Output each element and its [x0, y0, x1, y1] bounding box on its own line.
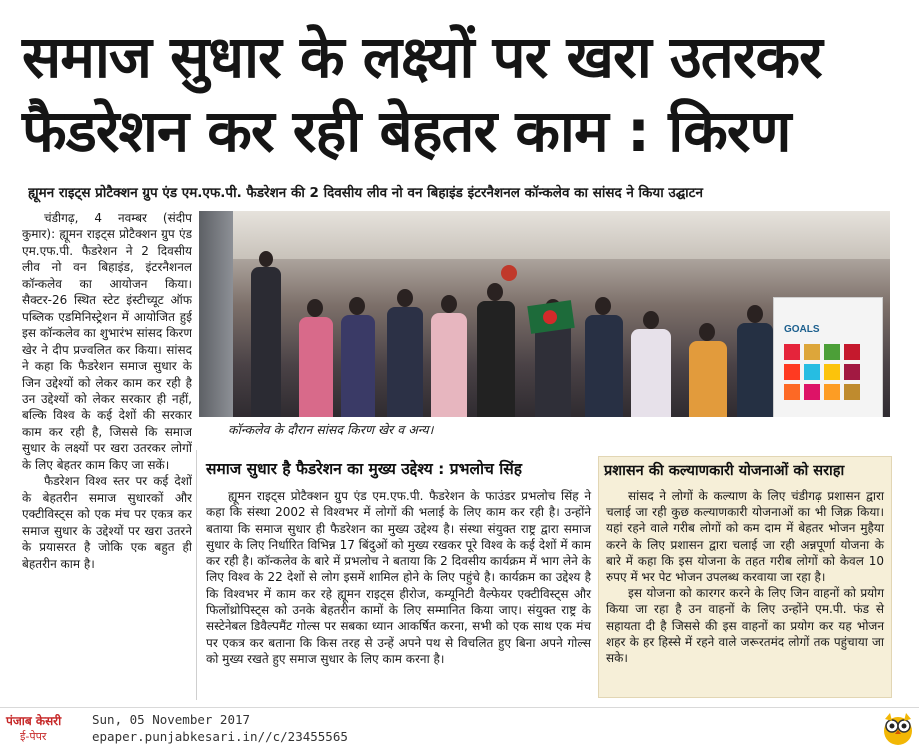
photo-pillar [199, 211, 233, 417]
box-paragraph-2: इस योजना को कारगर करने के लिए जिन वाहनों को प्रयोग किया जा रहा है उन वाहनों के लिए उन्होंने एम.पी. फंड से सहायता दी है जिससे की इस वाहनों का प्रयोग कर यह भोजन शहर के हर हिस्से में रहने वाले जरूरतमंद लोगों तक पहुंचाया जा सके। [606, 586, 884, 666]
sdg-tile [824, 344, 840, 360]
box-paragraph-1: सांसद ने लोगों के कल्याण के लिए चंडीगढ़ प्रशासन द्वारा चलाई जा रही कुछ कल्याणकारी योजनाओं का भी जिक्र किया। यहां रहने वाले गरीब लोगों को कम दाम में बेहतर भोजन मुहैया करने के लिए प्रशासन द्वारा चलाई जा रही अन्नपूर्णा योजना के बारे में कहा कि इस योजना के तहत गरीब लोगों को केवल 10 रुपए में भर पेट भोजन उपलब्ध करवाया जा रहा है। [606, 489, 884, 585]
sdg-tile [844, 384, 860, 400]
middle-section-heading: समाज सुधार है फैडरेशन का मुख्य उद्देश्य : प्रभलोच सिंह [206, 460, 522, 478]
person-body [387, 307, 423, 417]
sdg-board-title: GOALS [784, 324, 820, 335]
person-head [747, 305, 763, 323]
publish-date: Sun, 05 November 2017 [92, 712, 251, 727]
person-head [259, 251, 273, 267]
person-head [397, 289, 413, 307]
person-body [585, 315, 623, 417]
sdg-tile [784, 384, 800, 400]
person-head [643, 311, 659, 329]
left-column-paragraph-1: चंडीगढ़, 4 नवम्बर (संदीप कुमार): ह्यूमन राइट्स प्रोटैक्शन ग्रुप एंड एम.एफ.पी. फैडरेशन ने 2 दिवसीय लीव नो वन बिहाइंड, इंटरनैशनल कॉन्कलेव का आयोजन किया। सैक्टर-26 स्थित स्टेट इंस्टीच्यूट ऑफ पब्लिक एडमिनिस्ट्रेशन में आयोजित हुई इस कॉन्कलेव का शुभारंभ सांसद किरण खेर ने दीप प्रज्वलित कर किया। सांसद ने कहा कि फैडरेशन समाज सुधार के जिन उद्देश्यों को लेकर काम कर रही है उन उद्देश्यों को लेकर सरकार ही नहीं, बल्कि विश्व के कई देशों की सरकार काम कर रही है, जिससे कि समाज सुधार के लक्ष्यों पर खरा उतरकर लोगों के लिए बेहतर काम किए जा सकें। [22, 211, 192, 472]
photo-ceiling [199, 211, 890, 259]
person-body [477, 301, 515, 417]
person-body [341, 315, 375, 417]
middle-paragraph-1: ह्यूमन राइट्स प्रोटैक्शन ग्रुप एंड एम.एफ.पी. फैडरेशन के फाउंडर प्रभलोच सिंह ने कहा कि संस्था 2002 से विश्वभर में लोगों की भलाई के लिए काम कर रही है। उन्होंने बताया कि समाज सुधार ही फैडरेशन का मुख्य उद्देश्य है। संस्था संयुक्त राष्ट्र द्वारा समाज सुधार के लिए निर्धारित विभिन्न 17 बिंदुओं को मुख्य रखकर पूरे विश्व के कई देशों में काम कर रही है। कॉन्कलेव के बारे में प्रभलोच ने बताया कि 2 दिवसीय कार्यक्रम में भाग लेने के लिए विश्व के 22 देशों से लोग इसमें शामिल होने के लिए पहुंचे है। कार्यक्रम का उद्देश्य है कि विश्वभर में काम कर रहे ह्यूमन राइट्स हीरोज, कम्यूनिटी वैल्फेयर एक्टीविस्ट्स और फिलोंथ्रोपिस्ट्स को उनके बेहतरीन कामों के लिए सम्मानित किया जाए। संयुक्त राष्ट्र के सस्टेनेबल डिवैल्पमैंट गोल्स पर सबका ध्यान आकर्षित करना, सभी को एक साथ एक मंच पर एकत्र कर बताना कि किस तरह से उन्हें अपने पथ से विचलित हुए बिना अपने गोल्स को मुख्य रखते हुए समाज सुधार के लिए काम करना है। [206, 489, 591, 666]
punjab-kesari-logo[interactable] [6, 712, 84, 744]
sidebar-box-text [606, 488, 884, 666]
sdg-tile [844, 364, 860, 380]
person-turban [501, 265, 517, 281]
subheadline: ह्यूमन राइट्स प्रोटैक्शन ग्रुप एंड एम.एफ.पी. फैडरेशन की 2 दिवसीय लीव नो वन बिहाइंड इंटरनैशनल कॉन्कलेव का सांसद ने किया उद्घाटन [28, 185, 703, 201]
sdg-tile [784, 344, 800, 360]
sdg-tile [824, 384, 840, 400]
sdg-tile [784, 364, 800, 380]
logo-sub-text: ई-पेपर [20, 730, 47, 743]
person-head [307, 299, 323, 317]
sdg-tile [824, 364, 840, 380]
column-divider [196, 450, 197, 700]
event-photo [199, 211, 890, 417]
person-head [699, 323, 715, 341]
sdg-tile [804, 384, 820, 400]
footer-divider [0, 707, 919, 708]
flag-circle [542, 309, 558, 325]
person-body [737, 323, 773, 417]
epaper-link[interactable]: epaper.punjabkesari.in//c/23455565 [92, 729, 348, 744]
left-column-text [22, 210, 192, 700]
headline-line-1: समाज सुधार के लक्ष्यों पर खरा उतरकर [22, 23, 822, 91]
owl-mascot-icon [881, 710, 915, 746]
left-column-paragraph-2: फैडरेशन विश्व स्तर पर कई देशों के बेहतरीन समाज सुधारकों और एक्टीविस्ट्स को एक मंच पर एकत्र कर समाज सुधार के उद्देश्यों पर खरा उतरने के प्रयासरत है जोकि एक बहुत ही बेहतरीन काम है। [22, 474, 192, 571]
person-head [441, 295, 457, 313]
headline-line-2: फैडरेशन कर रही बेहतर काम : किरण [22, 97, 791, 165]
photo-caption: कॉन्कलेव के दौरान सांसद किरण खेर व अन्य। [228, 422, 434, 437]
sidebar-box-heading: प्रशासन की कल्याणकारी योजनाओं को सराहा [604, 463, 845, 479]
sdg-tile [844, 344, 860, 360]
sdg-tile [804, 344, 820, 360]
person-head [349, 297, 365, 315]
middle-section-text [206, 488, 591, 667]
logo-main-text: पंजाब केसरी [6, 714, 62, 728]
person-body [299, 317, 333, 417]
person-head [595, 297, 611, 315]
sdg-goals-board [773, 297, 883, 417]
person-body [431, 313, 467, 417]
person-head [487, 283, 503, 301]
person-body [689, 341, 727, 417]
person-body [251, 267, 281, 417]
person-body [631, 329, 671, 417]
sdg-tile [804, 364, 820, 380]
